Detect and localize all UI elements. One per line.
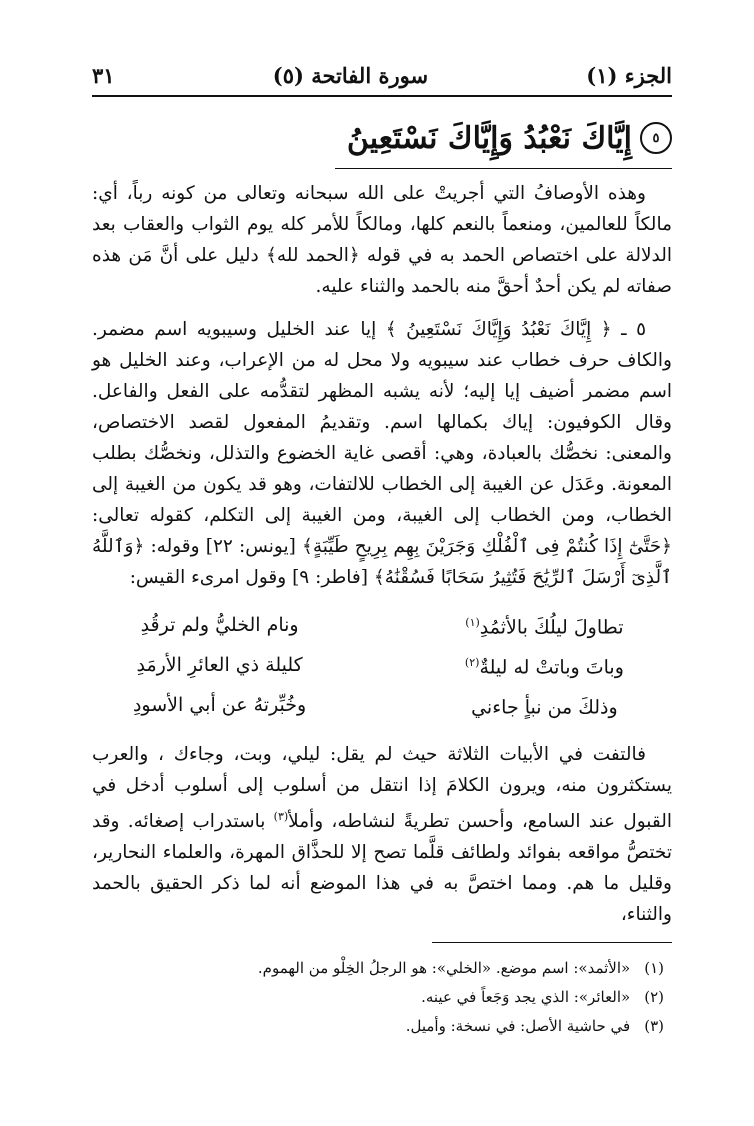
part-label: الجزء (١): [586, 62, 672, 88]
poem-hemistich-second: وخُبِّرتهُ عن أبي الأسودِ: [132, 693, 307, 716]
footnote-number: (١): [644, 959, 664, 977]
poem-verse: [92, 605, 672, 645]
footnotes: [92, 954, 672, 1041]
poem-hemistich-second: كليلة ذي العائرِ الأرمَدِ: [136, 653, 303, 676]
poem-hemistich-first: وباتَ وباتتْ له ليلةٌ$^{(٢)}$: [464, 655, 624, 679]
poem-hemistich-first: وذلكَ من نبأٍ جاءني: [471, 696, 618, 719]
footnote-text: «الأثمد»: اسم موضع. «الخلي»: هو الرجلُ الخِلْو من الهموم.: [257, 959, 631, 977]
poem-verse: [92, 685, 672, 725]
verse-heading: [92, 110, 672, 166]
page-number: ٣١: [92, 62, 115, 88]
footnote: [92, 954, 672, 983]
footnote: [92, 1012, 672, 1041]
commentary-body: [92, 178, 672, 942]
poem-hemistich-second: ونام الخليُّ ولم ترقُدِ: [140, 613, 299, 636]
ayah-number: ٥: [652, 130, 660, 146]
poem-hemistich-first: تطاولَ ليلُكَ بالأثمُدِ$^{(١)}$: [465, 615, 624, 639]
footnote-ref: (٣): [273, 810, 289, 823]
footnote-number: (٢): [644, 988, 664, 1006]
footnote-ref: (١): [465, 615, 480, 629]
footnote: [92, 983, 672, 1012]
paragraph-1: وهذه الأوصافُ التي أجريتْ على الله سبحانه وتعالى من كونه رباً، أي: مالكاً للعالمين، ومنعماً بالنعم كلها، ومالكاً للأمر كله يوم الثواب والعقاب بعد الدلالة على اختصاص الحمد به في قوله ﴿الحمد لله﴾ دليل على أنَّ مَن هذه صفاته لم يكن أحدٌ أحقَّ منه بالحمد والثناء عليه.: [92, 183, 672, 297]
footnote-ref: (٢): [464, 655, 480, 669]
poem-verse: [92, 645, 672, 685]
poem: [92, 605, 672, 725]
verse-heading-underline: [335, 168, 672, 169]
footnote-text: «العائر»: الذي يجد وَجَعاً في عينه.: [421, 988, 631, 1006]
footnote-number: (٣): [644, 1017, 664, 1035]
header-rule: [92, 95, 672, 97]
surah-title: سورة الفاتحة (٥): [272, 62, 429, 88]
paragraph-2: ٥ ـ ﴿ إِيَّاكَ نَعْبُدُ وَإِيَّاكَ نَسْتَعِينُ ﴾ إيا عند الخليل وسيبويه اسم مضمر. والكاف حرف خطاب عند سيبويه ولا محل له من الإعراب، وعند الخليل هو اسم مضمر أضيف إيا إليه؛ لأنه يشبه المظهر لتقدُّمه على الفعل والفاعل. وقال الكوفيون: إياك بكمالها اسم. وتقديمُ المفعول لقصد الاختصاص، والمعنى: نخصُّك بالعبادة، وهي: أقصى غاية الخضوع والتذلل، ونخصُّك بطلب المعونة. وعَدَل عن الغيبة إلى الخطاب للالتفات، وهو قد يكون من الغيبة إلى الخطاب، ومن الخطاب إلى الغيبة، ومن الغيبة إلى التكلم، كقوله تعالى: ﴿حَتَّىٰٓ إِذَا كُنتُمْ فِى ٱلْفُلْكِ وَجَرَيْنَ بِهِم بِرِيحٍ طَيِّبَةٍ﴾ [يونس: ٢٢] وقوله: ﴿وَٱللَّهُ ٱلَّذِىٓ أَرْسَلَ ٱلرِّيَٰحَ فَتُثِيرُ سَحَابًا فَسُقْنَٰهُ﴾ [فاطر: ٩] وقول امرىء القيس:: [92, 319, 672, 588]
ayah-number-marker: [640, 122, 672, 154]
verse-heading-text: إِيَّاكَ نَعْبُدُ وَإِيَّاكَ نَسْتَعِينُ: [346, 120, 632, 156]
running-header: [92, 58, 672, 92]
paragraph-3: فالتفت في الأبيات الثلاثة حيث لم يقل: ليلي، وبت، وجاءك ، والعرب يستكثرون منه، ويرون الكلامَ إذا انتقل من أسلوب إلى أسلوب أدخل في القبول عند السامع، وأحسن تطريةً لنشاطه، وأملأ$^{(٣)}$ باستدراب إصغائه. وقد تختصُّ مواقعه بفوائد ولطائف قلَّما تصح إلا للحذَّاق المهرة، والعلماء النحارير، وقليل ما هم. ومما اختصَّ به في هذا الموضع أنه لما ذكر الحقيق بالحمد والثناء،: [92, 744, 673, 926]
footnote-separator: [432, 942, 672, 943]
footnote-text: في حاشية الأصل: في نسخة: وأميل.: [405, 1017, 631, 1035]
